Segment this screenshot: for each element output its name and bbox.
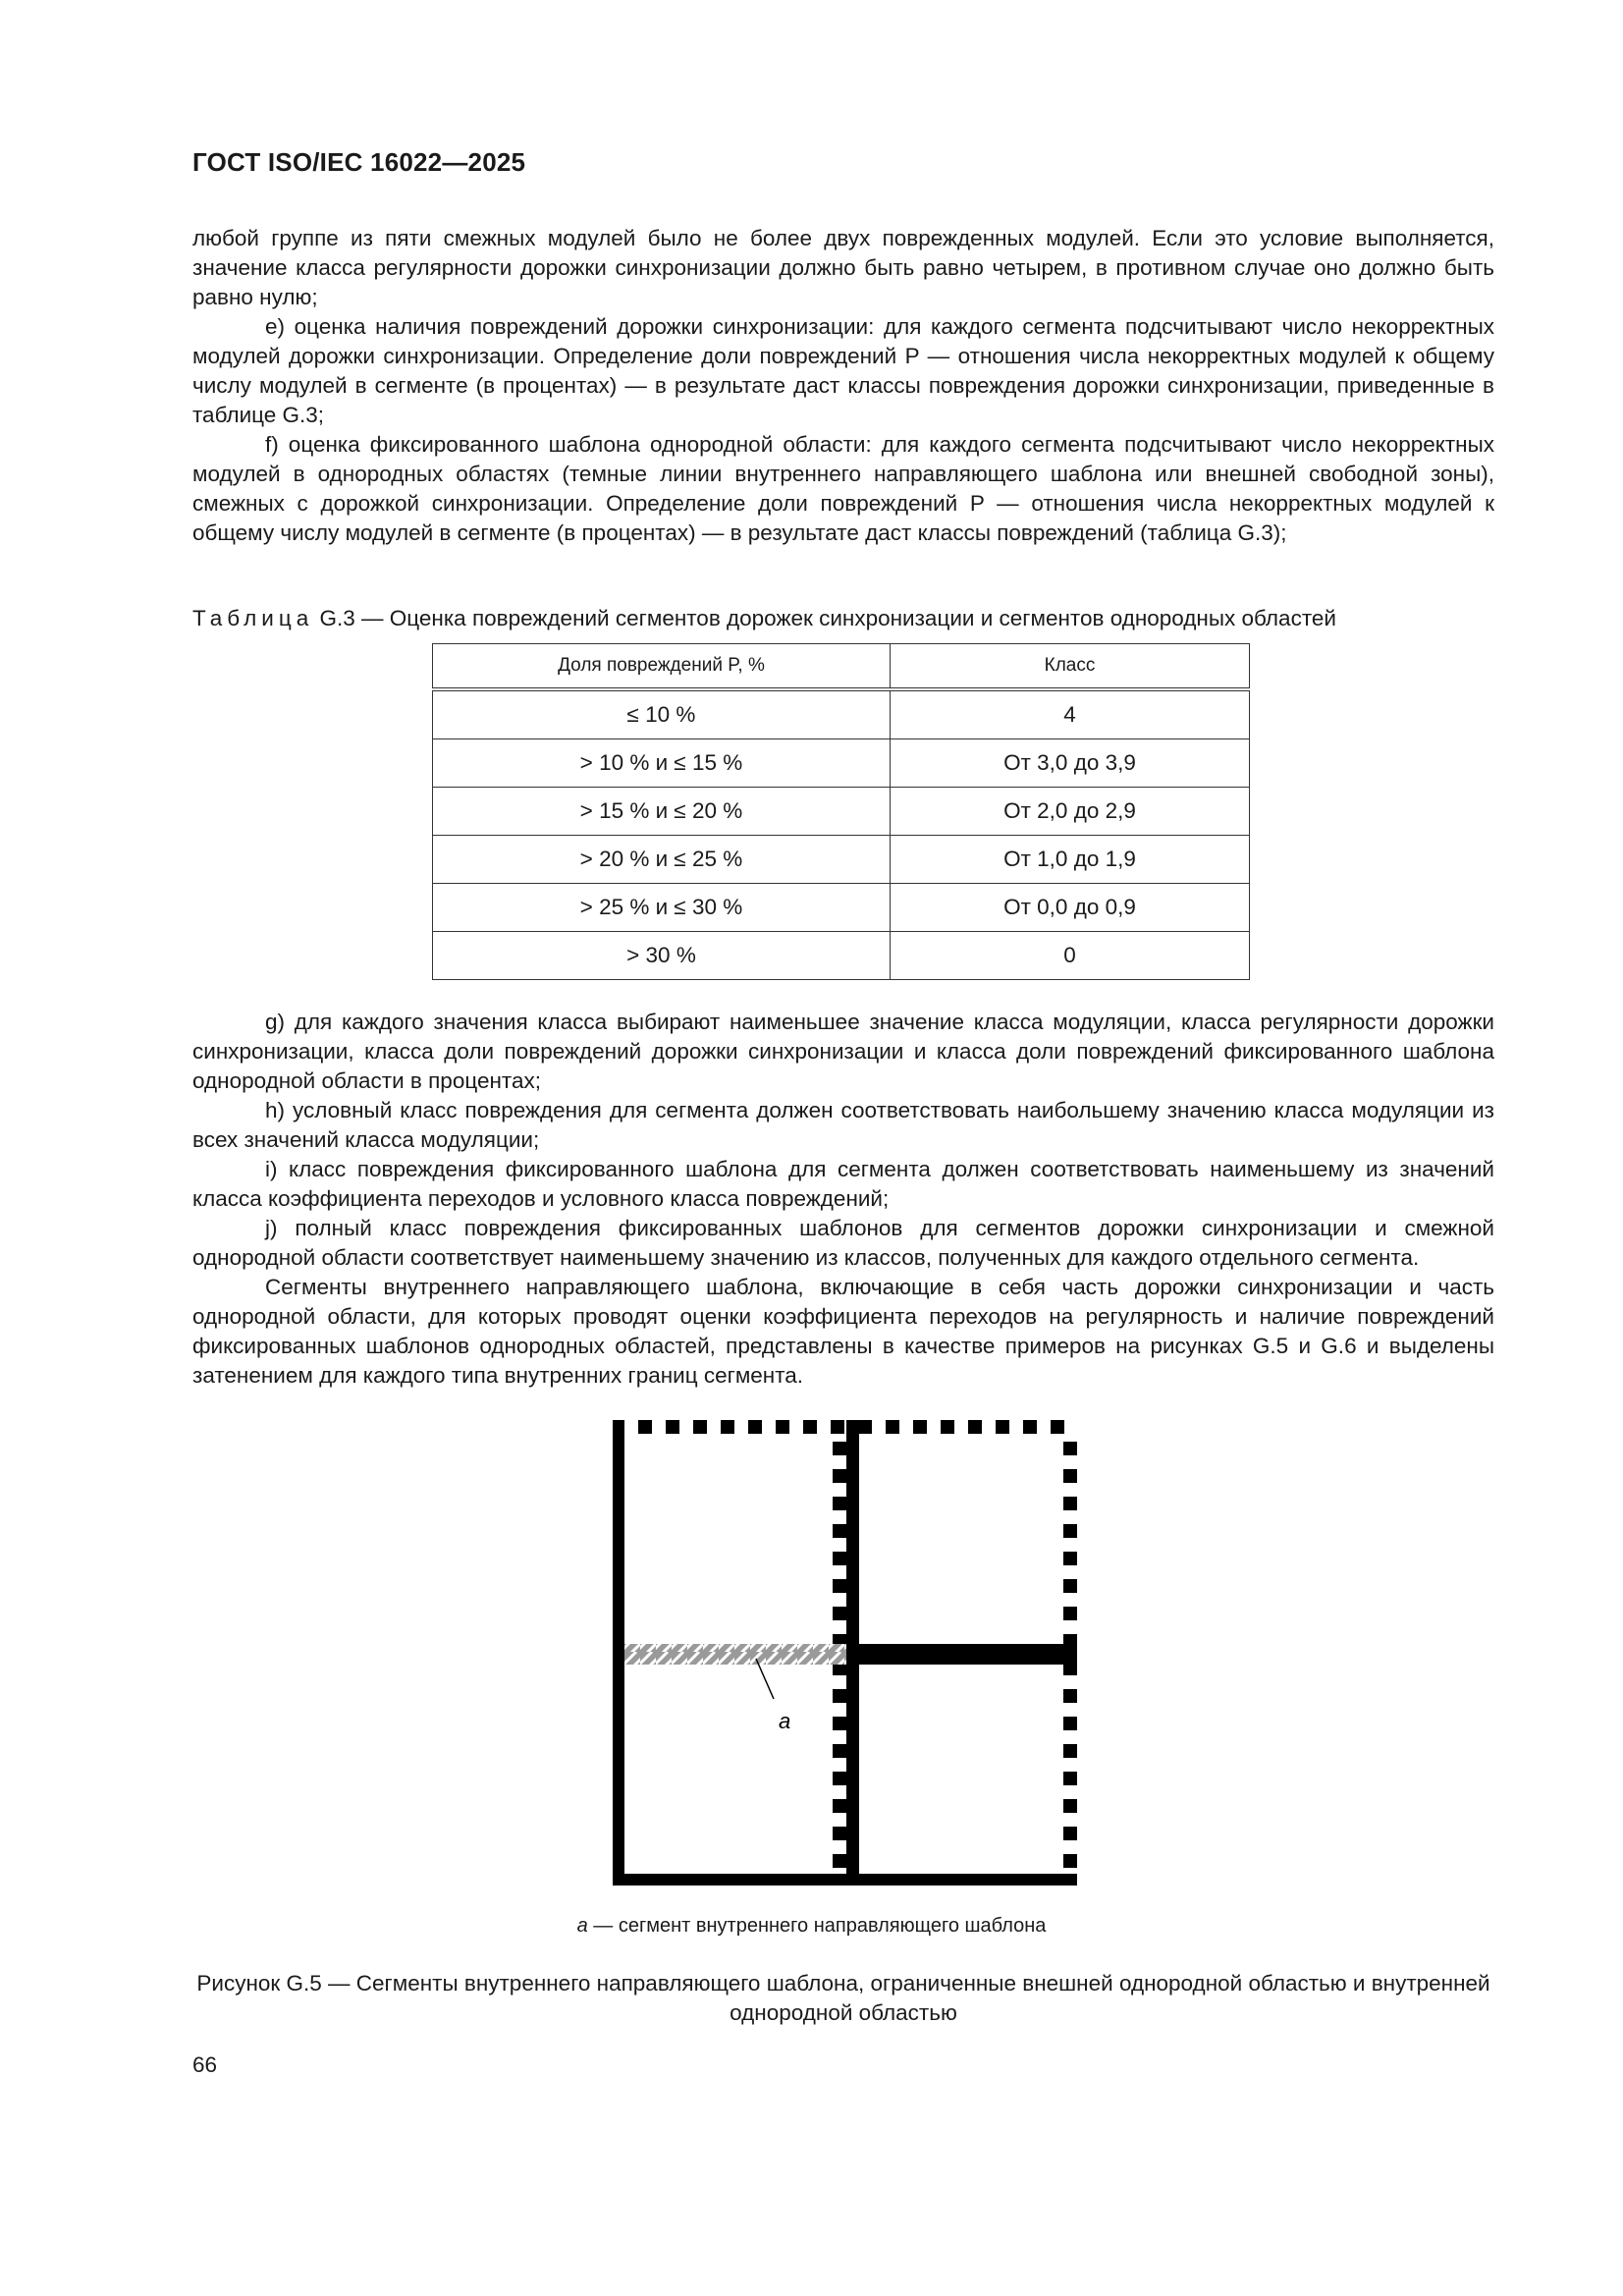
segment-marker: a (779, 1709, 791, 1733)
clock-track-module (748, 1420, 762, 1434)
clock-track-module (1063, 1552, 1077, 1565)
clock-track-module (1051, 1420, 1064, 1434)
clock-track-module (776, 1420, 789, 1434)
table-cell: > 20 % и ≤ 25 % (433, 836, 891, 884)
table-header-row (433, 644, 1250, 690)
clock-track-module (1063, 1799, 1077, 1813)
table-row (433, 884, 1250, 932)
clock-track-module (1023, 1420, 1037, 1434)
table-row (433, 739, 1250, 788)
paragraph-g: g) для каждого значения класса выбирают наименьшее значение класса модуляции, класса регулярности дорожки синхронизации, класса доли повреждений дорожки синхронизации и класса доли повреждений фиксированного шаблона однородной области в процентах; (192, 1010, 1494, 1093)
document-title: ГОСТ ISO/IEC 16022—2025 (192, 147, 526, 177)
segment-leader-line (756, 1659, 774, 1699)
body-text-top (192, 224, 1494, 548)
table-cell: 4 (891, 689, 1250, 739)
paragraph-h: h) условный класс повреждения для сегмента должен соответствовать наибольшему значению класса модуляции из всех значений класса модуляции; (192, 1098, 1494, 1152)
clock-track-module (1063, 1524, 1077, 1538)
table-cell: От 2,0 до 2,9 (891, 788, 1250, 836)
table-caption-text: G.3 — Оценка повреждений сегментов дорожек синхронизации и сегментов однородных областей (319, 606, 1336, 630)
clock-track-module (1063, 1579, 1077, 1593)
bottom-solid-line (613, 1874, 1077, 1886)
table-cell: > 10 % и ≤ 15 % (433, 739, 891, 788)
clock-track-module (833, 1552, 846, 1565)
paragraph-f: f) оценка фиксированного шаблона однородной области: для каждого сегмента подсчитывают число некорректных модулей в однородных областях (темные линии внутреннего направляющего шаблона или внешней свободной зоны), смежных с дорожкой синхронизации. Определение доли повреждений P — отношения числа некорректных модулей к общему числу модулей в сегменте (в процентах) — в результате даст классы повреждений (таблица G.3); (192, 432, 1494, 545)
column-header-grade: Класс (891, 644, 1250, 690)
table-cell: > 30 % (433, 932, 891, 980)
clock-track-module (833, 1689, 846, 1703)
clock-track-module (833, 1772, 846, 1785)
clock-track-module (833, 1854, 846, 1868)
clock-track-module (1063, 1854, 1077, 1868)
clock-track-module (968, 1420, 982, 1434)
table-row (433, 689, 1250, 739)
column-header-damage-share: Доля повреждений P, % (433, 644, 891, 690)
highlighted-segment (624, 1644, 846, 1665)
clock-track-module (833, 1497, 846, 1510)
clock-track-module (1063, 1744, 1077, 1758)
page-number: 66 (192, 2052, 218, 2077)
damage-grade-table (432, 643, 1250, 980)
clock-track-module (831, 1420, 844, 1434)
table-cell: От 1,0 до 1,9 (891, 836, 1250, 884)
clock-track-module (996, 1420, 1009, 1434)
clock-track-module (666, 1420, 679, 1434)
table-cell: От 0,0 до 0,9 (891, 884, 1250, 932)
clock-track-module (1063, 1689, 1077, 1703)
horizontal-alignment-line (846, 1644, 1077, 1665)
table-cell: ≤ 10 % (433, 689, 891, 739)
clock-track-module (913, 1420, 927, 1434)
clock-track-module (941, 1420, 954, 1434)
paragraph-i: i) класс повреждения фиксированного шаблона для сегмента должен соответствовать наименьшему из значений класса коэффициента переходов и условного класса повреждений; (192, 1157, 1494, 1211)
legend-key: a (576, 1915, 588, 1937)
clock-track-module (833, 1469, 846, 1483)
table-cell: > 25 % и ≤ 30 % (433, 884, 891, 932)
clock-track-module (1063, 1634, 1077, 1648)
clock-track-module (1063, 1497, 1077, 1510)
clock-track-module (1063, 1662, 1077, 1675)
clock-track-module (833, 1717, 846, 1730)
clock-track-module (1063, 1717, 1077, 1730)
body-text-bottom (192, 1008, 1494, 1391)
table-cell: > 15 % и ≤ 20 % (433, 788, 891, 836)
table-cell: 0 (891, 932, 1250, 980)
clock-track-module (721, 1420, 734, 1434)
clock-track-module (833, 1579, 846, 1593)
clock-track-module (1063, 1772, 1077, 1785)
table-row (433, 836, 1250, 884)
paragraph-segments: Сегменты внутреннего направляющего шаблона, включающие в себя часть дорожки синхронизации и часть однородной области, для которых проводят оценки коэффициента переходов на регулярность и наличие повреждений фиксированных шаблонов однородных областей, представлены в качестве примеров на рисунках G.5 и G.6 и выделены затенением для каждого типа внутренних границ сегмента. (192, 1275, 1494, 1388)
clock-track-module (833, 1442, 846, 1455)
paragraph-e: e) оценка наличия повреждений дорожки синхронизации: для каждого сегмента подсчитывают число некорректных модулей дорожки синхронизации. Определение доли повреждений P — отношения числа некорректных модулей к общему числу модулей в сегменте (в процентах) — в результате даст классы повреждения дорожки синхронизации, приведенные в таблице G.3; (192, 314, 1494, 427)
clock-track-module (693, 1420, 707, 1434)
paragraph-continuation: любой группе из пяти смежных модулей было не более двух поврежденных модулей. Если это условие выполняется, значение класса регулярности дорожки синхронизации должно быть равно четырем, в противном случае оно должно быть равно нулю; (192, 226, 1494, 309)
clock-track-module (1063, 1442, 1077, 1455)
paragraph-j: j) полный класс повреждения фиксированных шаблонов для сегментов дорожки синхронизации и смежной однородной области соответствует наименьшему значению из классов, полученных для каждого отдельного сегмента. (192, 1216, 1494, 1270)
clock-track-module (638, 1420, 652, 1434)
table-cell: От 3,0 до 3,9 (891, 739, 1250, 788)
figure-legend (0, 1915, 1623, 1938)
clock-track-module (803, 1420, 817, 1434)
clock-track-module (833, 1524, 846, 1538)
clock-track-module (833, 1744, 846, 1758)
table-caption (192, 604, 1336, 633)
clock-track-module (833, 1799, 846, 1813)
figure-caption: Рисунок G.5 — Сегменты внутреннего направляющего шаблона, ограниченные внешней однородной областью и внутренней однородной областью (196, 1971, 1490, 2025)
legend-text: — сегмент внутреннего направляющего шаблона (593, 1915, 1047, 1937)
table-caption-label: Таблица (192, 606, 314, 630)
clock-track-module (858, 1420, 872, 1434)
clock-track-module (1063, 1469, 1077, 1483)
clock-track-module (886, 1420, 899, 1434)
clock-track-module (1063, 1607, 1077, 1620)
table-row (433, 932, 1250, 980)
left-solid-line (613, 1420, 624, 1886)
alignment-pattern-figure (609, 1416, 1080, 1897)
clock-track-module (833, 1827, 846, 1840)
clock-track-module (833, 1607, 846, 1620)
table-row (433, 788, 1250, 836)
clock-track-module (1063, 1827, 1077, 1840)
